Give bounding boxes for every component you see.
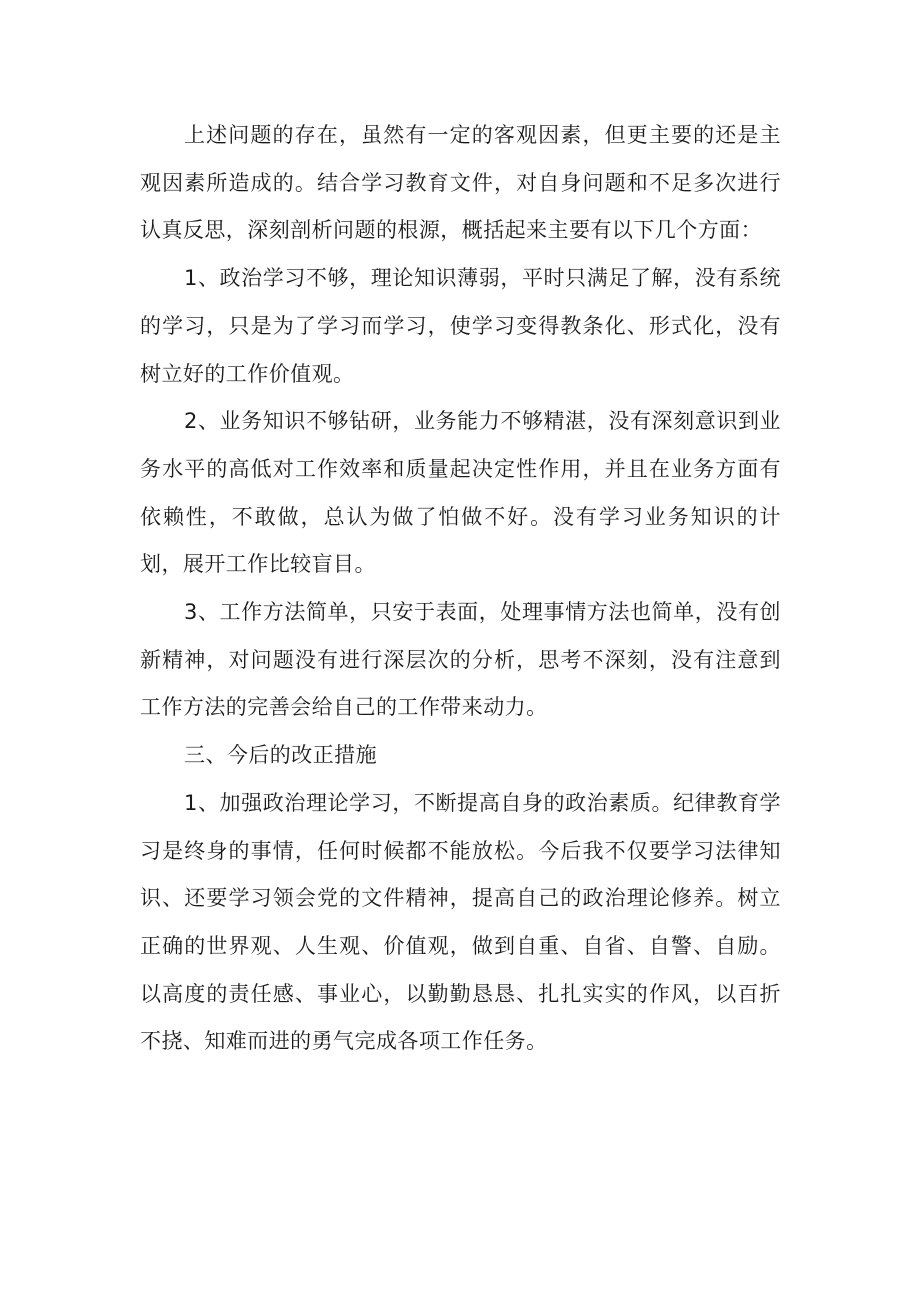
paragraph-measure-1-political-theory: 1、加强政治理论学习，不断提高自身的政治素质。纪律教育学习是终身的事情，任何时候都不能放松。今后我不仅要学习法律知识、还要学习领会党的文件精神，提高自己的政治理论修养。树立正确的世界观、人生观、价值观，做到自重、自省、自警、自励。以高度的责任感、事业心，以勤勤恳恳、扎扎实实的作风，以百折不挠、知难而进的勇气完成各项工作任务。 [140, 790, 781, 1054]
section-heading-corrective-measures: 三、今后的改正措施 [184, 743, 378, 768]
paragraph-point-3-work-methods: 3、工作方法简单，只安于表面，处理事情方法也简单，没有创新精神，对问题没有进行深层次的分析，思考不深刻，没有注意到工作方法的完善会给自己的工作带来动力。 [140, 600, 781, 720]
paragraph-cause-summary: 上述问题的存在，虽然有一定的客观因素，但更主要的还是主观因素所造成的。结合学习教育文件，对自身问题和不足多次进行认真反思，深刻剖析问题的根源，概括起来主要有以下几个方面： [140, 123, 781, 243]
paragraph-point-2-business-knowledge: 2、业务知识不够钻研，业务能力不够精湛，没有深刻意识到业务水平的高低对工作效率和质量起决定性作用，并且在业务方面有依赖性，不敢做，总认为做了怕做不好。没有学习业务知识的计划，展开工作比较盲目。 [140, 409, 781, 577]
paragraph-point-1-political-study: 1、政治学习不够，理论知识薄弱，平时只满足了解，没有系统的学习，只是为了学习而学习，使学习变得教条化、形式化，没有树立好的工作价值观。 [140, 266, 781, 386]
document-body [140, 112, 781, 1066]
